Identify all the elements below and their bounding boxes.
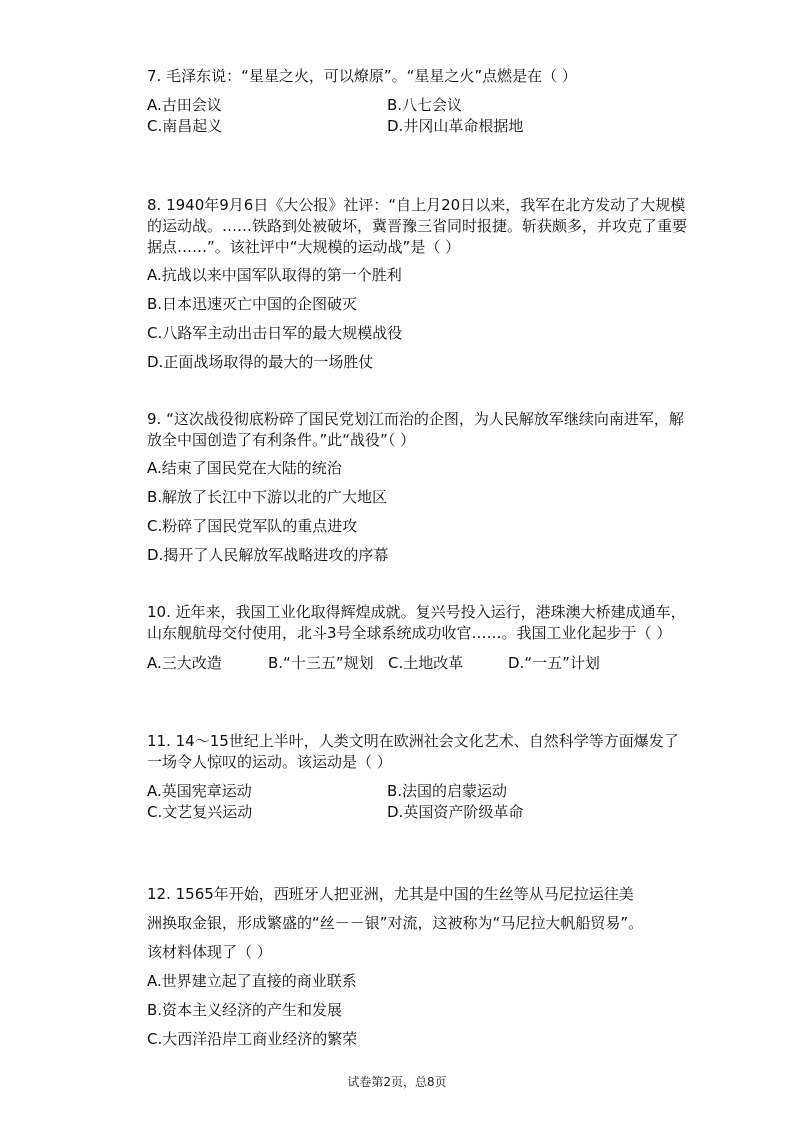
question-7 (147, 66, 692, 136)
question-stem: 10. 近年来，我国工业化取得辉煌成就。复兴号投入运行，港珠澳大桥建成通车，山东舰航母交付使用，北斗3号全球系统成功收官……。我国工业化起步于（ ） (147, 603, 686, 642)
option-d[interactable]: D.揭开了人民解放军战略进攻的序幕 (147, 546, 389, 564)
option-d[interactable]: D.井冈山革命根据地 (387, 117, 524, 135)
option-a[interactable]: A.英国宪章运动 (147, 782, 252, 800)
options-row (147, 652, 692, 673)
question-stem-line: 12. 1565年开始，西班牙人把亚洲，尤其是中国的生丝等从马尼拉运往美 (147, 885, 634, 903)
option-c[interactable]: C.大西洋沿岸工商业经济的繁荣 (147, 1030, 358, 1048)
options-row (147, 801, 692, 822)
option-d[interactable]: D.正面战场取得的最大的一场胜仗 (147, 353, 374, 371)
page-footer: 试卷第2页，总8页 (347, 1075, 447, 1089)
question-stem: 9. “这次战役彻底粉碎了国民党划江而治的企图，为人民解放军继续向南进军，解放全中国创造了有利条件。”此“战役”（ ） (147, 410, 684, 449)
option-c[interactable]: C.南昌起义 (147, 117, 223, 135)
option-a[interactable]: A.抗战以来中国军队取得的第一个胜利 (147, 266, 402, 284)
question-11 (147, 731, 692, 822)
option-a[interactable]: A.世界建立起了直接的商业联系 (147, 972, 357, 990)
question-stem-line: 洲换取金银，形成繁盛的“丝－－银”对流，这被称为“马尼拉大帆船贸易”。 (147, 914, 644, 932)
option-c[interactable]: C.土地改革 (388, 654, 464, 672)
question-stem: 11. 14～15世纪上半叶，人类文明在欧洲社会文化艺术、自然科学等方面爆发了一场令人惊叹的运动。该运动是（ ） (147, 732, 679, 771)
question-stem: 8. 1940年9月6日《大公报》社评：“自上月20日以来，我军在北方发动了大规模的运动战。……铁路到处被破坏，冀晋豫三省同时报捷。斩获颇多，并攻克了重要据点……”。该社评中“大规模的运动战”是（ ） (147, 196, 688, 256)
options-row (147, 94, 692, 115)
question-stem: 7. 毛泽东说：“星星之火，可以燎原”。“星星之火”点燃是在（ ） (147, 67, 577, 85)
option-a[interactable]: A.三大改造 (147, 654, 222, 672)
options-row (147, 115, 692, 136)
question-9 (147, 409, 692, 566)
option-d[interactable]: D.“一五”计划 (508, 654, 600, 672)
option-b[interactable]: B.法国的启蒙运动 (387, 782, 508, 800)
option-b[interactable]: B.日本迅速灭亡中国的企图破灭 (147, 295, 358, 313)
option-a[interactable]: A.结束了国民党在大陆的统治 (147, 459, 342, 477)
option-b[interactable]: B.“十三五”规划 (268, 654, 374, 672)
option-c[interactable]: C.文艺复兴运动 (147, 803, 253, 821)
question-stem-line: 该材料体现了（ ） (147, 943, 272, 961)
option-b[interactable]: B.资本主义经济的产生和发展 (147, 1001, 343, 1019)
option-c[interactable]: C.粉碎了国民党军队的重点进攻 (147, 517, 358, 535)
question-8 (147, 195, 692, 373)
options-row (147, 780, 692, 801)
option-a[interactable]: A.古田会议 (147, 96, 222, 114)
option-b[interactable]: B.解放了长江中下游以北的广大地区 (147, 488, 388, 506)
option-d[interactable]: D.英国资产阶级革命 (387, 803, 524, 821)
question-10 (147, 602, 692, 673)
option-b[interactable]: B.八七会议 (387, 96, 463, 114)
question-12 (147, 880, 692, 1054)
option-c[interactable]: C.八路军主动出击日军的最大规模战役 (147, 324, 403, 342)
